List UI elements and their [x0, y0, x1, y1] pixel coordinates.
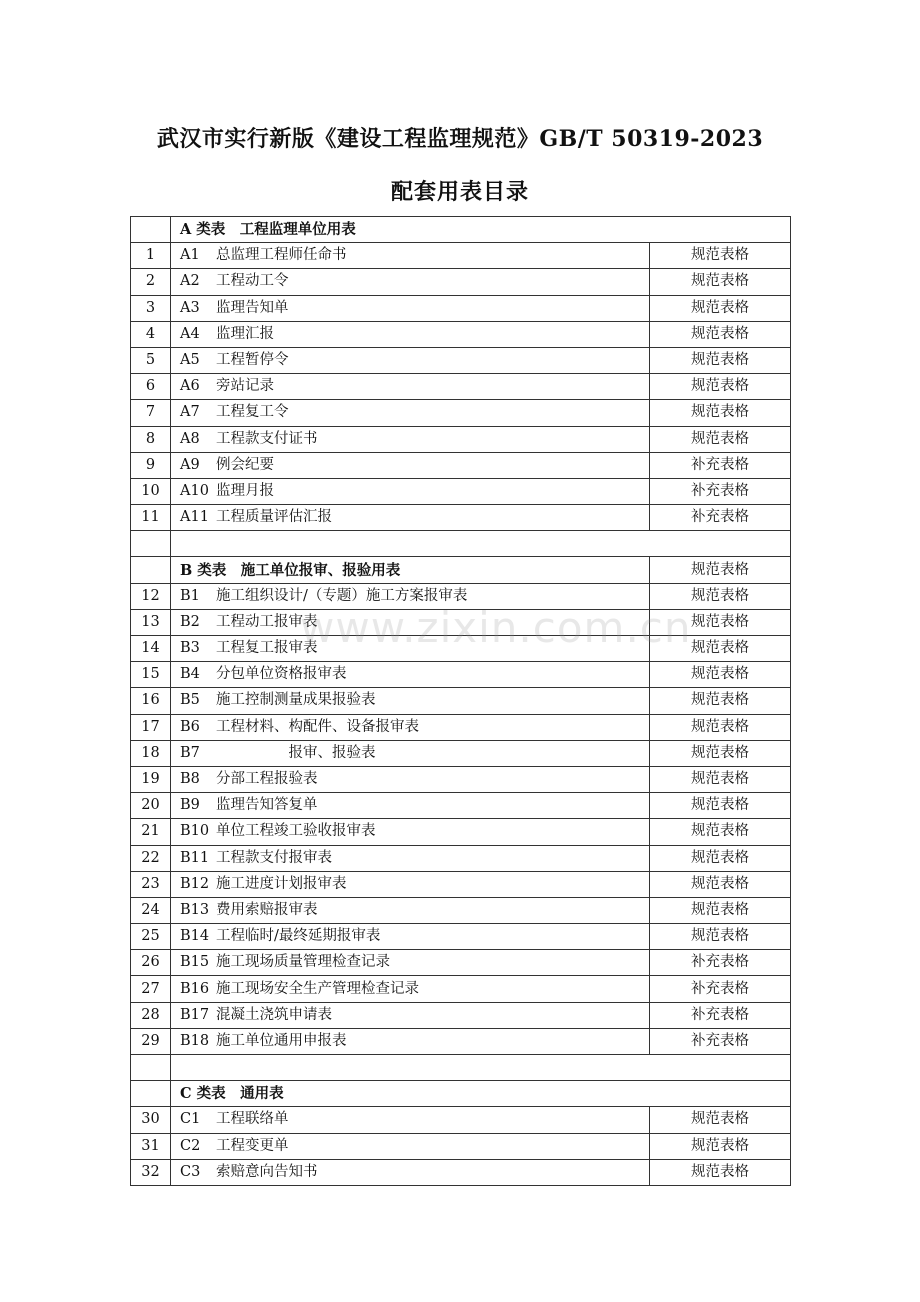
form-name: 索赔意向告知书	[216, 1163, 318, 1180]
form-entry	[171, 295, 650, 321]
form-entry	[171, 452, 650, 478]
section-title: A 类表 工程监理单位用表	[171, 217, 791, 243]
row-number: 13	[131, 609, 171, 635]
form-name: 工程款支付报审表	[216, 849, 332, 866]
form-name: 施工进度计划报审表	[216, 875, 347, 892]
form-entry	[171, 1133, 650, 1159]
form-type: 规范表格	[650, 793, 791, 819]
form-name: 工程复工报审表	[216, 640, 318, 657]
form-type: 规范表格	[650, 714, 791, 740]
form-code: B11	[180, 849, 210, 866]
form-type: 规范表格	[650, 924, 791, 950]
form-name: 施工控制测量成果报验表	[216, 692, 376, 709]
form-entry	[171, 374, 650, 400]
table-row	[131, 1107, 791, 1133]
form-entry	[171, 243, 650, 269]
form-name: 总监理工程师任命书	[216, 247, 347, 264]
spacer-cell	[171, 531, 791, 557]
row-number: 10	[131, 478, 171, 504]
form-name: 施工现场安全生产管理检查记录	[216, 980, 419, 997]
table-row	[131, 950, 791, 976]
form-type: 规范表格	[650, 845, 791, 871]
row-number: 29	[131, 1028, 171, 1054]
table-row	[131, 295, 791, 321]
form-code: B1	[180, 587, 200, 604]
form-code: B9	[180, 797, 200, 814]
form-code: A4	[180, 325, 200, 342]
form-name: 工程动工令	[216, 273, 289, 290]
table-row	[131, 1159, 791, 1185]
form-name: 施工组织设计/（专题）施工方案报审表	[216, 587, 468, 604]
row-number: 17	[131, 714, 171, 740]
form-entry	[171, 688, 650, 714]
form-type: 规范表格	[650, 321, 791, 347]
table-row	[131, 347, 791, 373]
table-row	[131, 243, 791, 269]
form-type: 规范表格	[650, 1107, 791, 1133]
form-entry	[171, 740, 650, 766]
form-type: 规范表格	[650, 426, 791, 452]
form-type: 规范表格	[650, 740, 791, 766]
form-code: B4	[180, 666, 200, 683]
form-name: 施工单位通用申报表	[216, 1032, 347, 1049]
form-type: 补充表格	[650, 452, 791, 478]
form-index-body	[131, 217, 791, 1186]
table-row	[131, 505, 791, 531]
form-entry	[171, 819, 650, 845]
section-title: C 类表 通用表	[171, 1081, 791, 1107]
row-number: 20	[131, 793, 171, 819]
form-name: 工程暂停令	[216, 352, 289, 369]
form-code: B5	[180, 692, 200, 709]
form-entry	[171, 1002, 650, 1028]
row-number: 28	[131, 1002, 171, 1028]
table-row	[131, 426, 791, 452]
table-row	[131, 1133, 791, 1159]
form-entry	[171, 662, 650, 688]
form-code: B7	[180, 744, 200, 761]
table-row	[131, 452, 791, 478]
form-type: 规范表格	[650, 400, 791, 426]
section-header-row	[131, 1081, 791, 1107]
table-row	[131, 714, 791, 740]
form-code: B10	[180, 823, 210, 840]
spacer-cell	[171, 1055, 791, 1081]
form-type: 规范表格	[650, 1133, 791, 1159]
form-name: 监理告知答复单	[216, 797, 318, 814]
form-entry	[171, 426, 650, 452]
form-entry	[171, 269, 650, 295]
table-row	[131, 478, 791, 504]
form-type: 补充表格	[650, 478, 791, 504]
row-number: 1	[131, 243, 171, 269]
form-entry	[171, 1107, 650, 1133]
row-number: 6	[131, 374, 171, 400]
form-name: 费用索赔报审表	[216, 901, 318, 918]
form-code: A7	[180, 404, 200, 421]
document-title: 武汉市实行新版《建设工程监理规范》GB/T 50319-2023	[156, 126, 764, 152]
form-code: A8	[180, 430, 200, 447]
form-name: 工程联络单	[216, 1111, 289, 1128]
form-code: B17	[180, 1006, 210, 1023]
row-number: 23	[131, 871, 171, 897]
form-type: 规范表格	[650, 609, 791, 635]
row-number: 3	[131, 295, 171, 321]
form-type: 规范表格	[650, 819, 791, 845]
document-subtitle: 配套用表目录	[390, 179, 529, 205]
form-code: C2	[180, 1137, 201, 1154]
row-number: 26	[131, 950, 171, 976]
section-spacer-row	[131, 1055, 791, 1081]
form-type: 补充表格	[650, 950, 791, 976]
form-code: C1	[180, 1111, 201, 1128]
row-number: 7	[131, 400, 171, 426]
form-name: 监理月报	[216, 482, 274, 499]
form-code: C3	[180, 1163, 201, 1180]
row-number: 5	[131, 347, 171, 373]
form-type: 规范表格	[650, 766, 791, 792]
form-code: B13	[180, 901, 210, 918]
section-spacer-row	[131, 531, 791, 557]
table-row	[131, 845, 791, 871]
row-number: 8	[131, 426, 171, 452]
row-number: 21	[131, 819, 171, 845]
form-name: 工程款支付证书	[216, 430, 318, 447]
row-number: 15	[131, 662, 171, 688]
form-entry	[171, 976, 650, 1002]
form-type: 规范表格	[650, 583, 791, 609]
form-entry	[171, 897, 650, 923]
form-type: 规范表格	[650, 269, 791, 295]
form-name: 例会纪要	[216, 456, 274, 473]
form-code: A1	[180, 247, 200, 264]
row-number: 11	[131, 505, 171, 531]
form-entry	[171, 609, 650, 635]
table-row	[131, 819, 791, 845]
table-row	[131, 1028, 791, 1054]
row-number: 16	[131, 688, 171, 714]
form-name: 监理汇报	[216, 325, 274, 342]
form-entry	[171, 1159, 650, 1185]
form-name: 分部工程报验表	[216, 771, 318, 788]
form-code: A9	[180, 456, 200, 473]
form-type: 补充表格	[650, 976, 791, 1002]
section-form-type: 规范表格	[650, 557, 791, 583]
form-entry	[171, 793, 650, 819]
form-type: 补充表格	[650, 505, 791, 531]
row-number: 30	[131, 1107, 171, 1133]
form-code: B8	[180, 771, 200, 788]
form-code: B6	[180, 718, 200, 735]
table-row	[131, 400, 791, 426]
table-row	[131, 793, 791, 819]
form-code: A6	[180, 378, 200, 395]
spacer-cell	[131, 531, 171, 557]
form-entry	[171, 400, 650, 426]
spacer-cell	[131, 1055, 171, 1081]
form-entry	[171, 1028, 650, 1054]
form-name: 工程动工报审表	[216, 613, 318, 630]
form-code: A3	[180, 299, 200, 316]
table-row	[131, 374, 791, 400]
section-header-row	[131, 217, 791, 243]
table-row	[131, 1002, 791, 1028]
table-row	[131, 636, 791, 662]
form-entry	[171, 505, 650, 531]
form-type: 规范表格	[650, 243, 791, 269]
form-entry	[171, 924, 650, 950]
table-row	[131, 609, 791, 635]
form-entry	[171, 871, 650, 897]
row-number: 27	[131, 976, 171, 1002]
form-entry	[171, 583, 650, 609]
form-name: 旁站记录	[216, 378, 274, 395]
form-type: 规范表格	[650, 347, 791, 373]
row-number: 14	[131, 636, 171, 662]
form-code: A10	[180, 482, 209, 499]
section-header-row	[131, 557, 791, 583]
form-code: A5	[180, 352, 200, 369]
form-name: 报审、报验表	[216, 744, 376, 761]
form-name: 工程质量评估汇报	[216, 509, 332, 526]
form-type: 补充表格	[650, 1002, 791, 1028]
form-code: B14	[180, 928, 210, 945]
form-name: 分包单位资格报审表	[216, 666, 347, 683]
form-code: A11	[180, 509, 209, 526]
form-entry	[171, 766, 650, 792]
form-name: 工程临时/最终延期报审表	[216, 928, 381, 945]
table-row	[131, 269, 791, 295]
row-number: 22	[131, 845, 171, 871]
section-number-cell	[131, 1081, 171, 1107]
form-code: B3	[180, 640, 200, 657]
row-number: 2	[131, 269, 171, 295]
form-type: 规范表格	[650, 636, 791, 662]
form-code: B2	[180, 613, 200, 630]
row-number: 4	[131, 321, 171, 347]
table-row	[131, 976, 791, 1002]
form-code: B16	[180, 980, 210, 997]
row-number: 18	[131, 740, 171, 766]
section-title: B 类表 施工单位报审、报验用表	[171, 557, 650, 583]
form-code: B18	[180, 1032, 210, 1049]
form-type: 规范表格	[650, 662, 791, 688]
table-row	[131, 662, 791, 688]
form-entry	[171, 714, 650, 740]
table-row	[131, 321, 791, 347]
form-type: 规范表格	[650, 295, 791, 321]
form-name: 单位工程竣工验收报审表	[216, 823, 376, 840]
form-type: 补充表格	[650, 1028, 791, 1054]
row-number: 25	[131, 924, 171, 950]
form-type: 规范表格	[650, 897, 791, 923]
form-name: 混凝土浇筑申请表	[216, 1006, 332, 1023]
watermark: www.zixin.com.cn	[300, 603, 692, 652]
table-row	[131, 924, 791, 950]
form-name: 工程变更单	[216, 1137, 289, 1154]
table-row	[131, 766, 791, 792]
form-entry	[171, 478, 650, 504]
row-number: 24	[131, 897, 171, 923]
form-entry	[171, 845, 650, 871]
form-type: 规范表格	[650, 1159, 791, 1185]
form-entry	[171, 347, 650, 373]
table-row	[131, 583, 791, 609]
row-number: 12	[131, 583, 171, 609]
form-entry	[171, 636, 650, 662]
section-number-cell	[131, 217, 171, 243]
form-code: B15	[180, 954, 210, 971]
form-type: 规范表格	[650, 871, 791, 897]
row-number: 19	[131, 766, 171, 792]
table-row	[131, 688, 791, 714]
form-code: B12	[180, 875, 210, 892]
form-name: 工程材料、构配件、设备报审表	[216, 718, 419, 735]
form-name: 监理告知单	[216, 299, 289, 316]
form-entry	[171, 950, 650, 976]
row-number: 31	[131, 1133, 171, 1159]
form-type: 规范表格	[650, 688, 791, 714]
form-name: 施工现场质量管理检查记录	[216, 954, 390, 971]
table-row	[131, 740, 791, 766]
form-index-table	[130, 216, 791, 1186]
table-row	[131, 871, 791, 897]
table-row	[131, 897, 791, 923]
section-number-cell	[131, 557, 171, 583]
form-entry	[171, 321, 650, 347]
row-number: 32	[131, 1159, 171, 1185]
form-code: A2	[180, 273, 200, 290]
form-type: 规范表格	[650, 374, 791, 400]
form-name: 工程复工令	[216, 404, 289, 421]
row-number: 9	[131, 452, 171, 478]
